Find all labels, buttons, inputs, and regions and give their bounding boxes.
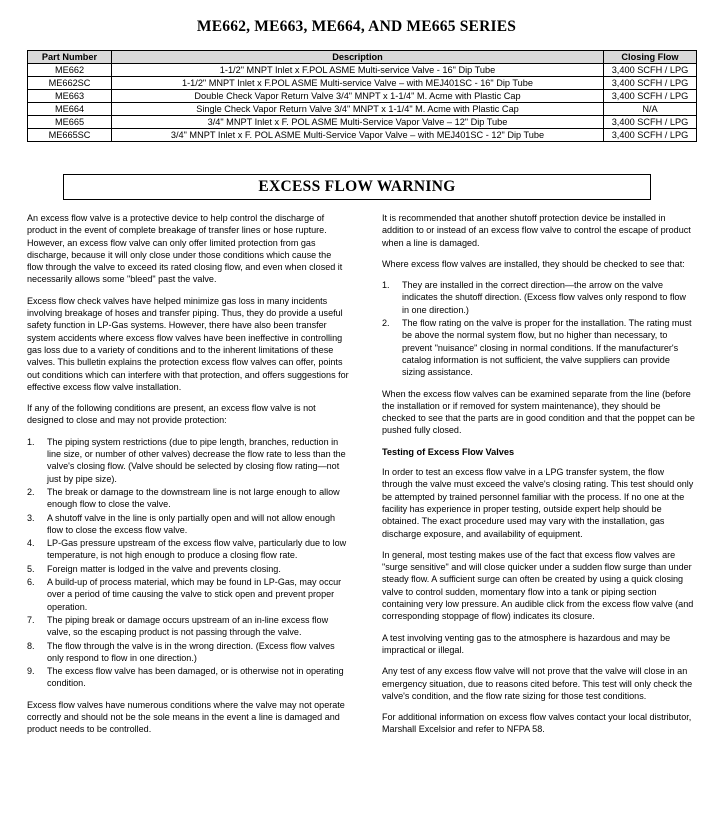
description-cell: Single Check Vapor Return Valve 3/4" MNPT x 1-1/4" M. Acme with Plastic Cap <box>112 103 604 116</box>
header-description: Description <box>112 51 604 64</box>
part-number-cell: ME665 <box>28 116 112 129</box>
list-number: 6. <box>27 577 35 588</box>
list-number: 8. <box>27 640 35 651</box>
checks-list <box>382 279 695 378</box>
parts-table <box>27 50 697 142</box>
list-text: A build-up of process material, which may be found in LP-Gas, may occur over a period of time causing the valve to stick open and prevent proper operation. <box>47 577 342 612</box>
list-text: LP-Gas pressure upstream of the excess flow valve, particularly due to low temperature, is not high enough to produce a closing flow rate. <box>47 538 347 561</box>
description-cell: 1-1/2" MNPT Inlet x F.POL ASME Multi-service Valve - 16" Dip Tube <box>112 64 604 77</box>
part-number-cell: ME662SC <box>28 77 112 90</box>
test-limits-paragraph: Any test of any excess flow valve will not prove that the valve will close in an emergency situation, due to reasons cited before. This test will only check the valve's condition, and the flow rate sizing for those test conditions. <box>382 666 693 701</box>
description-cell: 3/4" MNPT Inlet x F. POL ASME Multi-Service Vapor Valve – with MEJ401SC - 12" Dip Tube <box>112 129 604 142</box>
list-item <box>382 317 695 378</box>
closing-flow-cell: 3,400 SCFH / LPG <box>604 129 697 142</box>
closing-flow-cell: 3,400 SCFH / LPG <box>604 116 697 129</box>
list-item <box>27 486 349 511</box>
closing-flow-cell: 3,400 SCFH / LPG <box>604 90 697 103</box>
list-number: 5. <box>27 563 35 574</box>
conditions-list <box>27 436 349 690</box>
part-number-cell: ME663 <box>28 90 112 103</box>
list-item <box>27 640 349 665</box>
list-text: The break or damage to the downstream line is not large enough to allow enough flow to close the valve. <box>47 486 340 510</box>
description-cell: 3/4" MNPT Inlet x F. POL ASME Multi-Service Vapor Valve – 12" Dip Tube <box>112 116 604 129</box>
surge-paragraph: In general, most testing makes use of the fact that excess flow valves are "surge sensitive" and will close quicker under a sudden flow surge than under steady flow. A sufficient surge can often be created by using a quick closing valve to control sudden, momentary flow into a tank or piping section containing very low pressure. An audible click from the excess flow valve (and corresponding stoppage of flow) indicates its closure. <box>382 549 694 622</box>
venting-paragraph: A test involving venting gas to the atmosphere is hazardous and may be impractical or illegal. <box>382 632 671 655</box>
part-number-cell: ME664 <box>28 103 112 116</box>
table-row <box>28 103 697 116</box>
list-number: 1. <box>382 280 390 291</box>
table-row <box>28 90 697 103</box>
header-closing-flow: Closing Flow <box>604 51 697 64</box>
examination-paragraph: When the excess flow valves can be examined separate from the line (before the installation or if removed for system maintenance), they should be checked to see that the parts are in good condition and that the poppet can be pushed fully closed. <box>382 388 695 436</box>
list-number: 2. <box>27 486 35 497</box>
list-item <box>27 512 349 537</box>
table-row <box>28 64 697 77</box>
table-header-row <box>28 51 697 64</box>
sole-means-paragraph: Excess flow valves have numerous conditions where the valve may not operate correctly and should not be the sole means in the event a line is damaged and product needs to be controlled. <box>27 699 345 735</box>
intro-paragraph: An excess flow valve is a protective device to help control the discharge of product in the event of complete breakage of transfer lines or hose rupture. However, an excess flow valve can only offer limited protection from gas discharge, because it will only close under those conditions which cause the flow through the valve to exceed its rated closing flow, and even when closed it necessarily allows some "bleed" past the valve. <box>27 213 343 285</box>
table-row <box>28 77 697 90</box>
list-text: The excess flow valve has been damaged, or is otherwise not in operating condition. <box>47 666 344 689</box>
part-number-cell: ME665SC <box>28 129 112 142</box>
additional-info-paragraph: For additional information on excess flow valves contact your local distributor, Marshall Excelsior and refer to NFPA 58. <box>382 712 692 735</box>
right-column <box>382 212 695 745</box>
check-valves-paragraph: Excess flow check valves have helped minimize gas loss in many incidents involving breakage of hoses and transfer piping. Thus, they do provide a useful safety function in LP-Gas systems. However, there have also been transfer system accidents where excess flow valves have been ineffective in controlling gas loss due to a variety of conditions and to the inherent limitations of these valves. This bulletin explains the protection excess flow valves can offer, points out conditions which can interfere with that protection, and offers suggestions for effective excess flow valve installation. <box>27 295 349 392</box>
list-text: The piping system restrictions (due to pipe length, branches, reduction in line size, or number of other valves) decrease the flow rate to less than the valve's closing flow. (Valve should be selected by closing flow rating—not just by pipe size). <box>47 436 346 484</box>
list-text: The flow through the valve is in the wrong direction. (Excess flow valves only respond to flow in one direction.) <box>47 640 335 663</box>
list-item <box>27 563 349 575</box>
list-item <box>382 279 695 316</box>
list-number: 2. <box>382 318 390 329</box>
testing-paragraph: In order to test an excess flow valve in a LPG transfer system, the flow through the valve must exceed the valve's closing rating. This test should only be attempted by trained personnel familiar with the process. If no one at the facility has experience in proper testing, outside expert help should be obtained. The exact procedure used may vary with the installation, gas discharge exposure, and availability of equipment. <box>382 467 694 539</box>
closing-flow-cell: 3,400 SCFH / LPG <box>604 64 697 77</box>
conditions-intro-paragraph: If any of the following conditions are present, an excess flow valve is not designed to close and may not provide protection: <box>27 403 316 426</box>
list-text: The piping break or damage occurs upstream of an in-line excess flow valve, so the escaping product is not passing through the valve. <box>47 614 329 638</box>
part-number-cell: ME662 <box>28 64 112 77</box>
list-text: A shutoff valve in the line is only partially open and will not allow enough flow to close the excess flow valve. <box>47 512 336 535</box>
table-row <box>28 129 697 142</box>
list-item <box>27 665 349 690</box>
table-row <box>28 116 697 129</box>
list-text: The flow rating on the valve is proper for the installation. The rating must be above the normal system flow, but no higher than necessary, to prevent "nuisance" closing in normal conditions. If the manufacturer's catalog information is not sufficient, the valve suppliers can provide sizing assistance. <box>402 318 692 378</box>
list-number: 7. <box>27 614 35 625</box>
recommendation-paragraph: It is recommended that another shutoff protection device be installed in addition to or instead of an excess flow valve to control the escape of product when a line is damaged. <box>382 213 691 248</box>
page-title: ME662, ME663, ME664, AND ME665 SERIES <box>196 18 517 35</box>
list-number: 4. <box>27 538 35 549</box>
list-item <box>27 436 349 485</box>
list-number: 9. <box>27 666 35 677</box>
excess-flow-warning-heading: EXCESS FLOW WARNING <box>63 174 651 200</box>
list-text: They are installed in the correct direction—the arrow on the valve indicates the shutoff direction. (Excess flow valves only respond to flow in one direction.) <box>402 280 686 315</box>
list-item <box>27 537 349 562</box>
testing-heading: Testing of Excess Flow Valves <box>382 446 515 457</box>
list-number: 3. <box>27 512 35 523</box>
closing-flow-cell: N/A <box>604 103 697 116</box>
left-column <box>27 212 349 745</box>
list-number: 1. <box>27 436 35 447</box>
list-text: Foreign matter is lodged in the valve and prevents closing. <box>47 563 281 574</box>
description-cell: 1-1/2" MNPT Inlet x F.POL ASME Multi-service Valve – with MEJ401SC - 16" Dip Tube <box>112 77 604 90</box>
checks-intro-paragraph: Where excess flow valves are installed, they should be checked to see that: <box>382 258 685 269</box>
header-part-number: Part Number <box>28 51 112 64</box>
closing-flow-cell: 3,400 SCFH / LPG <box>604 77 697 90</box>
description-cell: Double Check Vapor Return Valve 3/4" MNPT x 1-1/4" M. Acme with Plastic Cap <box>112 90 604 103</box>
list-item <box>27 614 349 639</box>
list-item <box>27 576 349 613</box>
